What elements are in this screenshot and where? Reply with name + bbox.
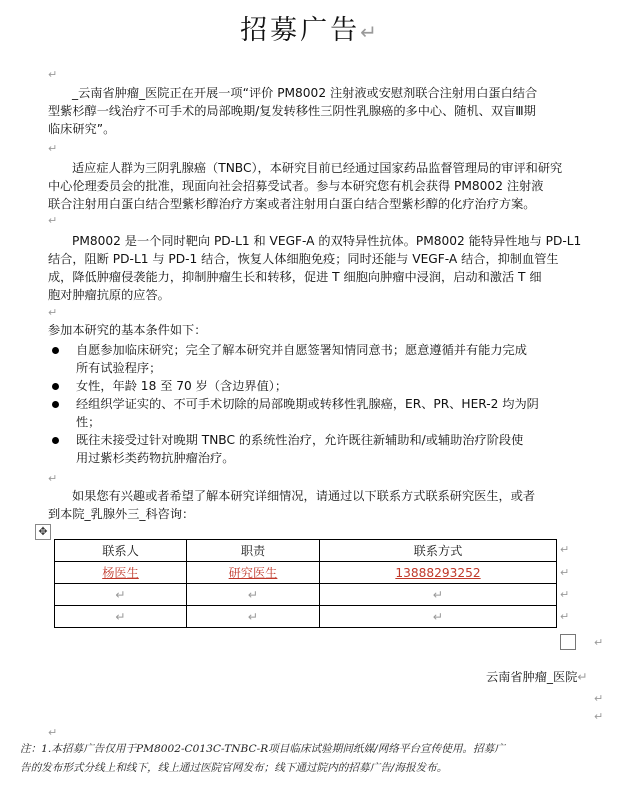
paragraph-mark-icon: ↵ bbox=[577, 670, 588, 684]
list-item-text: 自愿参加临床研究；完全了解本研究并自愿签署知情同意书；愿意遵循并有能力完成 bbox=[76, 343, 527, 357]
list-item-text: 性； bbox=[76, 415, 101, 429]
mechanism-line: PM8002 是一个同时靶向 PD-L1 和 VEGF-A 的双特异性抗体。PM8002 能特异性地与 PD-L1 bbox=[72, 234, 582, 248]
table-cell[interactable] bbox=[320, 584, 557, 606]
cell-mark-icon: ↵ bbox=[247, 609, 259, 624]
list-item[interactable] bbox=[48, 395, 588, 431]
table-header-cell[interactable]: 职责 bbox=[187, 540, 320, 562]
criteria-heading-text: 参加本研究的基本条件如下： bbox=[48, 323, 207, 337]
paragraph-mark-icon: ↵ bbox=[594, 692, 604, 705]
mechanism-line: 成，降低肿瘤侵袭能力，抑制肿瘤生长和转移，促进 T 细胞向肿瘤中浸润，启动和激活 T 细 bbox=[48, 270, 542, 284]
contact-line: 如果您有兴趣或者希望了解本研究详细情况，请通过以下联系方式联系研究医生，或者 bbox=[72, 489, 536, 503]
table-row bbox=[55, 606, 557, 628]
paragraph-mark-icon: ↵ bbox=[594, 636, 604, 649]
table-resize-handle[interactable] bbox=[560, 634, 576, 650]
mechanism-line: 胞对肿瘤抗原的应答。 bbox=[48, 288, 170, 302]
table-cell[interactable] bbox=[55, 562, 187, 584]
cell-mark-icon: ↵ bbox=[115, 587, 126, 602]
cell-mark-icon: ↵ bbox=[432, 587, 444, 602]
paragraph-mark-icon: ↵ bbox=[360, 20, 377, 44]
intro-line: 临床研究”。 bbox=[48, 122, 116, 136]
table-cell[interactable] bbox=[320, 562, 557, 584]
cell-mark-icon: ↵ bbox=[247, 587, 259, 602]
mechanism-paragraph[interactable] bbox=[48, 232, 584, 304]
table-cell[interactable] bbox=[55, 584, 187, 606]
row-end-mark-icon: ↵ bbox=[560, 610, 570, 623]
paragraph-mark-icon: ↵ bbox=[594, 710, 604, 723]
contact-line: 到本院_乳腺外三_科咨询： bbox=[48, 507, 195, 521]
table-cell[interactable] bbox=[187, 584, 320, 606]
bullet-icon bbox=[52, 437, 59, 444]
table-header-cell[interactable]: 联系方式 bbox=[320, 540, 557, 562]
population-line: 中心伦理委员会的批准，现面向社会招募受试者。参与本研究您有机会获得 PM8002 注射液 bbox=[48, 179, 544, 193]
table-cell[interactable] bbox=[187, 606, 320, 628]
table-cell[interactable] bbox=[320, 606, 557, 628]
population-paragraph[interactable] bbox=[48, 159, 584, 213]
signature-line[interactable] bbox=[486, 668, 588, 685]
paragraph-mark-icon: ↵ bbox=[48, 214, 58, 227]
list-item[interactable] bbox=[48, 431, 588, 467]
population-line: 适应症人群为三阴乳腺癌（TNBC），本研究目前已经通过国家药品监督管理局的审评和研究 bbox=[72, 161, 563, 175]
paragraph-mark-icon: ↵ bbox=[48, 726, 58, 739]
contact-table bbox=[54, 539, 557, 628]
list-item-text: 既往未接受过针对晚期 TNBC 的系统性治疗，允许既往新辅助和/或辅助治疗阶段使 bbox=[76, 433, 524, 447]
contact-paragraph[interactable] bbox=[48, 487, 584, 523]
intro-line: 型紫杉醇一线治疗不可手术的局部晚期/复发转移性三阴性乳腺癌的多中心、随机、双盲Ⅲ期 bbox=[48, 104, 536, 118]
table-row bbox=[55, 584, 557, 606]
intro-paragraph[interactable] bbox=[48, 84, 584, 138]
bullet-icon bbox=[52, 383, 59, 390]
table-row bbox=[55, 562, 557, 584]
title-text: 招募广告 bbox=[240, 15, 361, 46]
cell-mark-icon: ↵ bbox=[115, 609, 126, 624]
paragraph-mark-icon: ↵ bbox=[48, 142, 58, 155]
criteria-heading bbox=[48, 321, 584, 339]
contact-role: 研究医生 bbox=[228, 566, 278, 580]
footnote-line: 注：1.本招募广告仅用于PM8002-C013C-TNBC-R项目临床试验期间纸媒/网络平台宣传使用。招募广 bbox=[20, 743, 505, 755]
document-title bbox=[0, 8, 617, 47]
bullet-icon bbox=[52, 401, 59, 408]
paragraph-mark-icon: ↵ bbox=[48, 68, 58, 81]
cell-mark-icon: ↵ bbox=[432, 609, 444, 624]
list-item-text: 经组织学证实的、不可手术切除的局部晚期或转移性乳腺癌，ER、PR、HER-2 均为阴 bbox=[76, 397, 539, 411]
paragraph-mark-icon: ↵ bbox=[48, 472, 58, 485]
table-header-cell[interactable]: 联系人 bbox=[55, 540, 187, 562]
contact-phone: 13888293252 bbox=[395, 565, 481, 580]
table-move-handle-icon[interactable]: ✥ bbox=[35, 524, 51, 540]
row-end-mark-icon: ↵ bbox=[560, 566, 570, 579]
list-item-text: 女性，年龄 18 至 70 岁（含边界值）； bbox=[76, 379, 288, 393]
list-item[interactable] bbox=[48, 377, 588, 395]
bullet-icon bbox=[52, 347, 59, 354]
table-header-row bbox=[55, 540, 557, 562]
mechanism-line: 结合，阻断 PD-L1 与 PD-1 结合，恢复人体细胞免疫；同时还能与 VEGF-A 结合，抑制血管生 bbox=[48, 252, 559, 266]
intro-line: _云南省肿瘤_医院正在开展一项“评价 PM8002 注射液或安慰剂联合注射用白蛋白结合 bbox=[72, 86, 538, 100]
table-cell[interactable] bbox=[187, 562, 320, 584]
paragraph-mark-icon: ↵ bbox=[48, 306, 58, 319]
row-end-mark-icon: ↵ bbox=[560, 543, 570, 556]
list-item-text: 用过紫杉类药物抗肿瘤治疗。 bbox=[76, 451, 235, 465]
row-end-mark-icon: ↵ bbox=[560, 588, 570, 601]
contact-person: 杨医生 bbox=[102, 566, 139, 580]
list-item[interactable] bbox=[48, 341, 588, 377]
signature-text: 云南省肿瘤_医院 bbox=[486, 670, 578, 684]
footnote[interactable] bbox=[20, 740, 600, 778]
footnote-line: 告的发布形式分线上和线下，线上通过医院官网发布；线下通过院内的招募广告/海报发布。 bbox=[20, 762, 448, 774]
population-line: 联合注射用白蛋白结合型紫杉醇治疗方案或者注射用白蛋白结合型紫杉醇的化疗治疗方案。 bbox=[48, 197, 536, 211]
criteria-list bbox=[48, 341, 588, 467]
table-cell[interactable] bbox=[55, 606, 187, 628]
list-item-text: 所有试验程序； bbox=[76, 361, 162, 375]
